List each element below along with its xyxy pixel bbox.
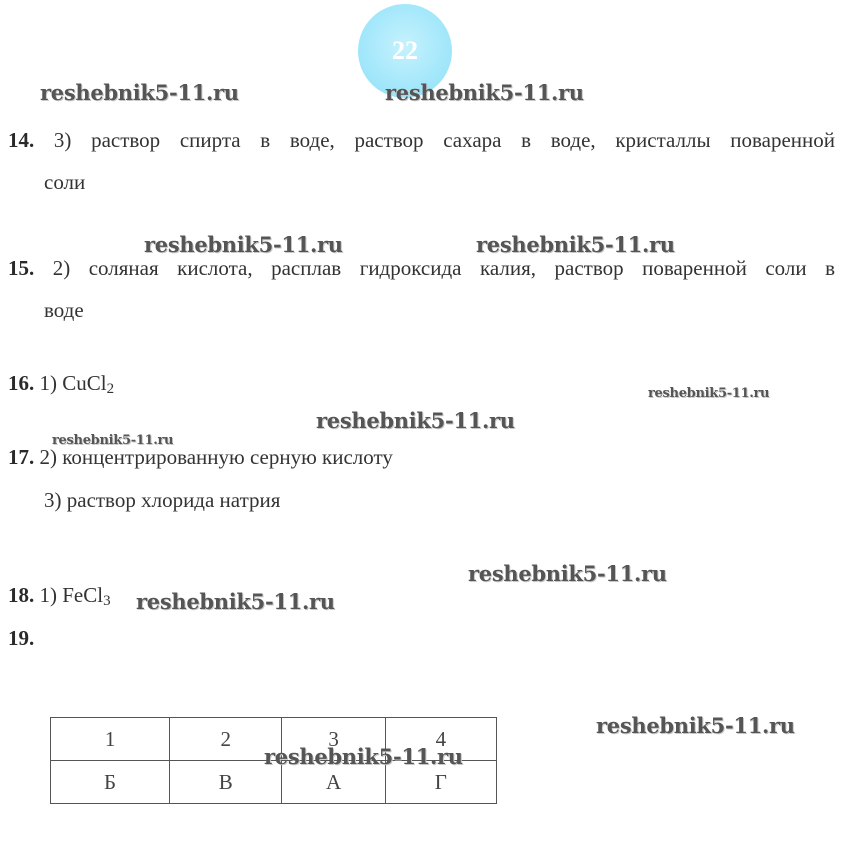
question-14-line-2 (44, 170, 85, 194)
answer-table-header-cell: 2 (170, 718, 282, 761)
watermark: reshebnik5-11.ru (264, 744, 463, 769)
question-18-number: 18. (8, 583, 35, 607)
answer-table-header-cell: 1 (51, 718, 170, 761)
answer-table-header-cell: 4 (385, 718, 496, 761)
question-18-formula: 1) FeCl (39, 583, 104, 607)
question-16-line (8, 371, 114, 395)
question-16-answer (40, 371, 115, 395)
question-18-answer (40, 583, 111, 607)
question-17-line-1 (8, 445, 393, 469)
question-17-text-line-2: 3) раствор хлорида натрия (44, 488, 281, 512)
answer-table-answer-cell: Б (51, 761, 170, 804)
question-16-subscript: 2 (106, 381, 115, 397)
answer-table-header-cell: 3 (282, 718, 385, 761)
question-15-text-line-2: воде (44, 298, 84, 322)
watermark: reshebnik5-11.ru (40, 80, 239, 105)
question-17-text-line-1: 2) концентрированную серную кислоту (39, 445, 393, 469)
question-16-number: 16. (8, 371, 35, 395)
question-16-formula: 1) CuCl (39, 371, 107, 395)
question-14-text-line-1: 3) раствор спирта в воде, раствор сахара в воде, кристаллы поваренной (53, 128, 836, 152)
answer-table-answer-cell: А (282, 761, 385, 804)
answer-table-answer-cell: Г (385, 761, 496, 804)
question-14-line-1 (8, 128, 835, 152)
watermark: reshebnik5-11.ru (648, 386, 770, 401)
watermark: reshebnik5-11.ru (468, 561, 667, 586)
question-17-number: 17. (8, 445, 35, 469)
question-15-text-line-1: 2) соляная кислота, расплав гидроксида калия, раствор поваренной соли в (52, 256, 835, 280)
question-19-number: 19. (8, 626, 35, 650)
question-18-line (8, 583, 111, 607)
watermark: reshebnik5-11.ru (144, 232, 343, 257)
question-18-subscript: 3 (103, 593, 111, 609)
watermark: reshebnik5-11.ru (136, 589, 335, 614)
question-19-line (8, 626, 34, 650)
watermark: reshebnik5-11.ru (385, 80, 584, 105)
question-14-number: 14. (8, 128, 35, 152)
page-number: 22 (392, 36, 418, 65)
watermark: reshebnik5-11.ru (596, 713, 795, 738)
question-15-line-2 (44, 298, 84, 322)
question-14-text-line-2: соли (44, 170, 86, 194)
question-15-number: 15. (8, 256, 35, 280)
question-17-line-2 (44, 488, 280, 512)
watermark: reshebnik5-11.ru (316, 408, 515, 433)
watermark: reshebnik5-11.ru (476, 232, 675, 257)
question-15-line-1 (8, 256, 835, 280)
answer-table-answer-cell: В (170, 761, 282, 804)
watermark: reshebnik5-11.ru (52, 433, 174, 448)
